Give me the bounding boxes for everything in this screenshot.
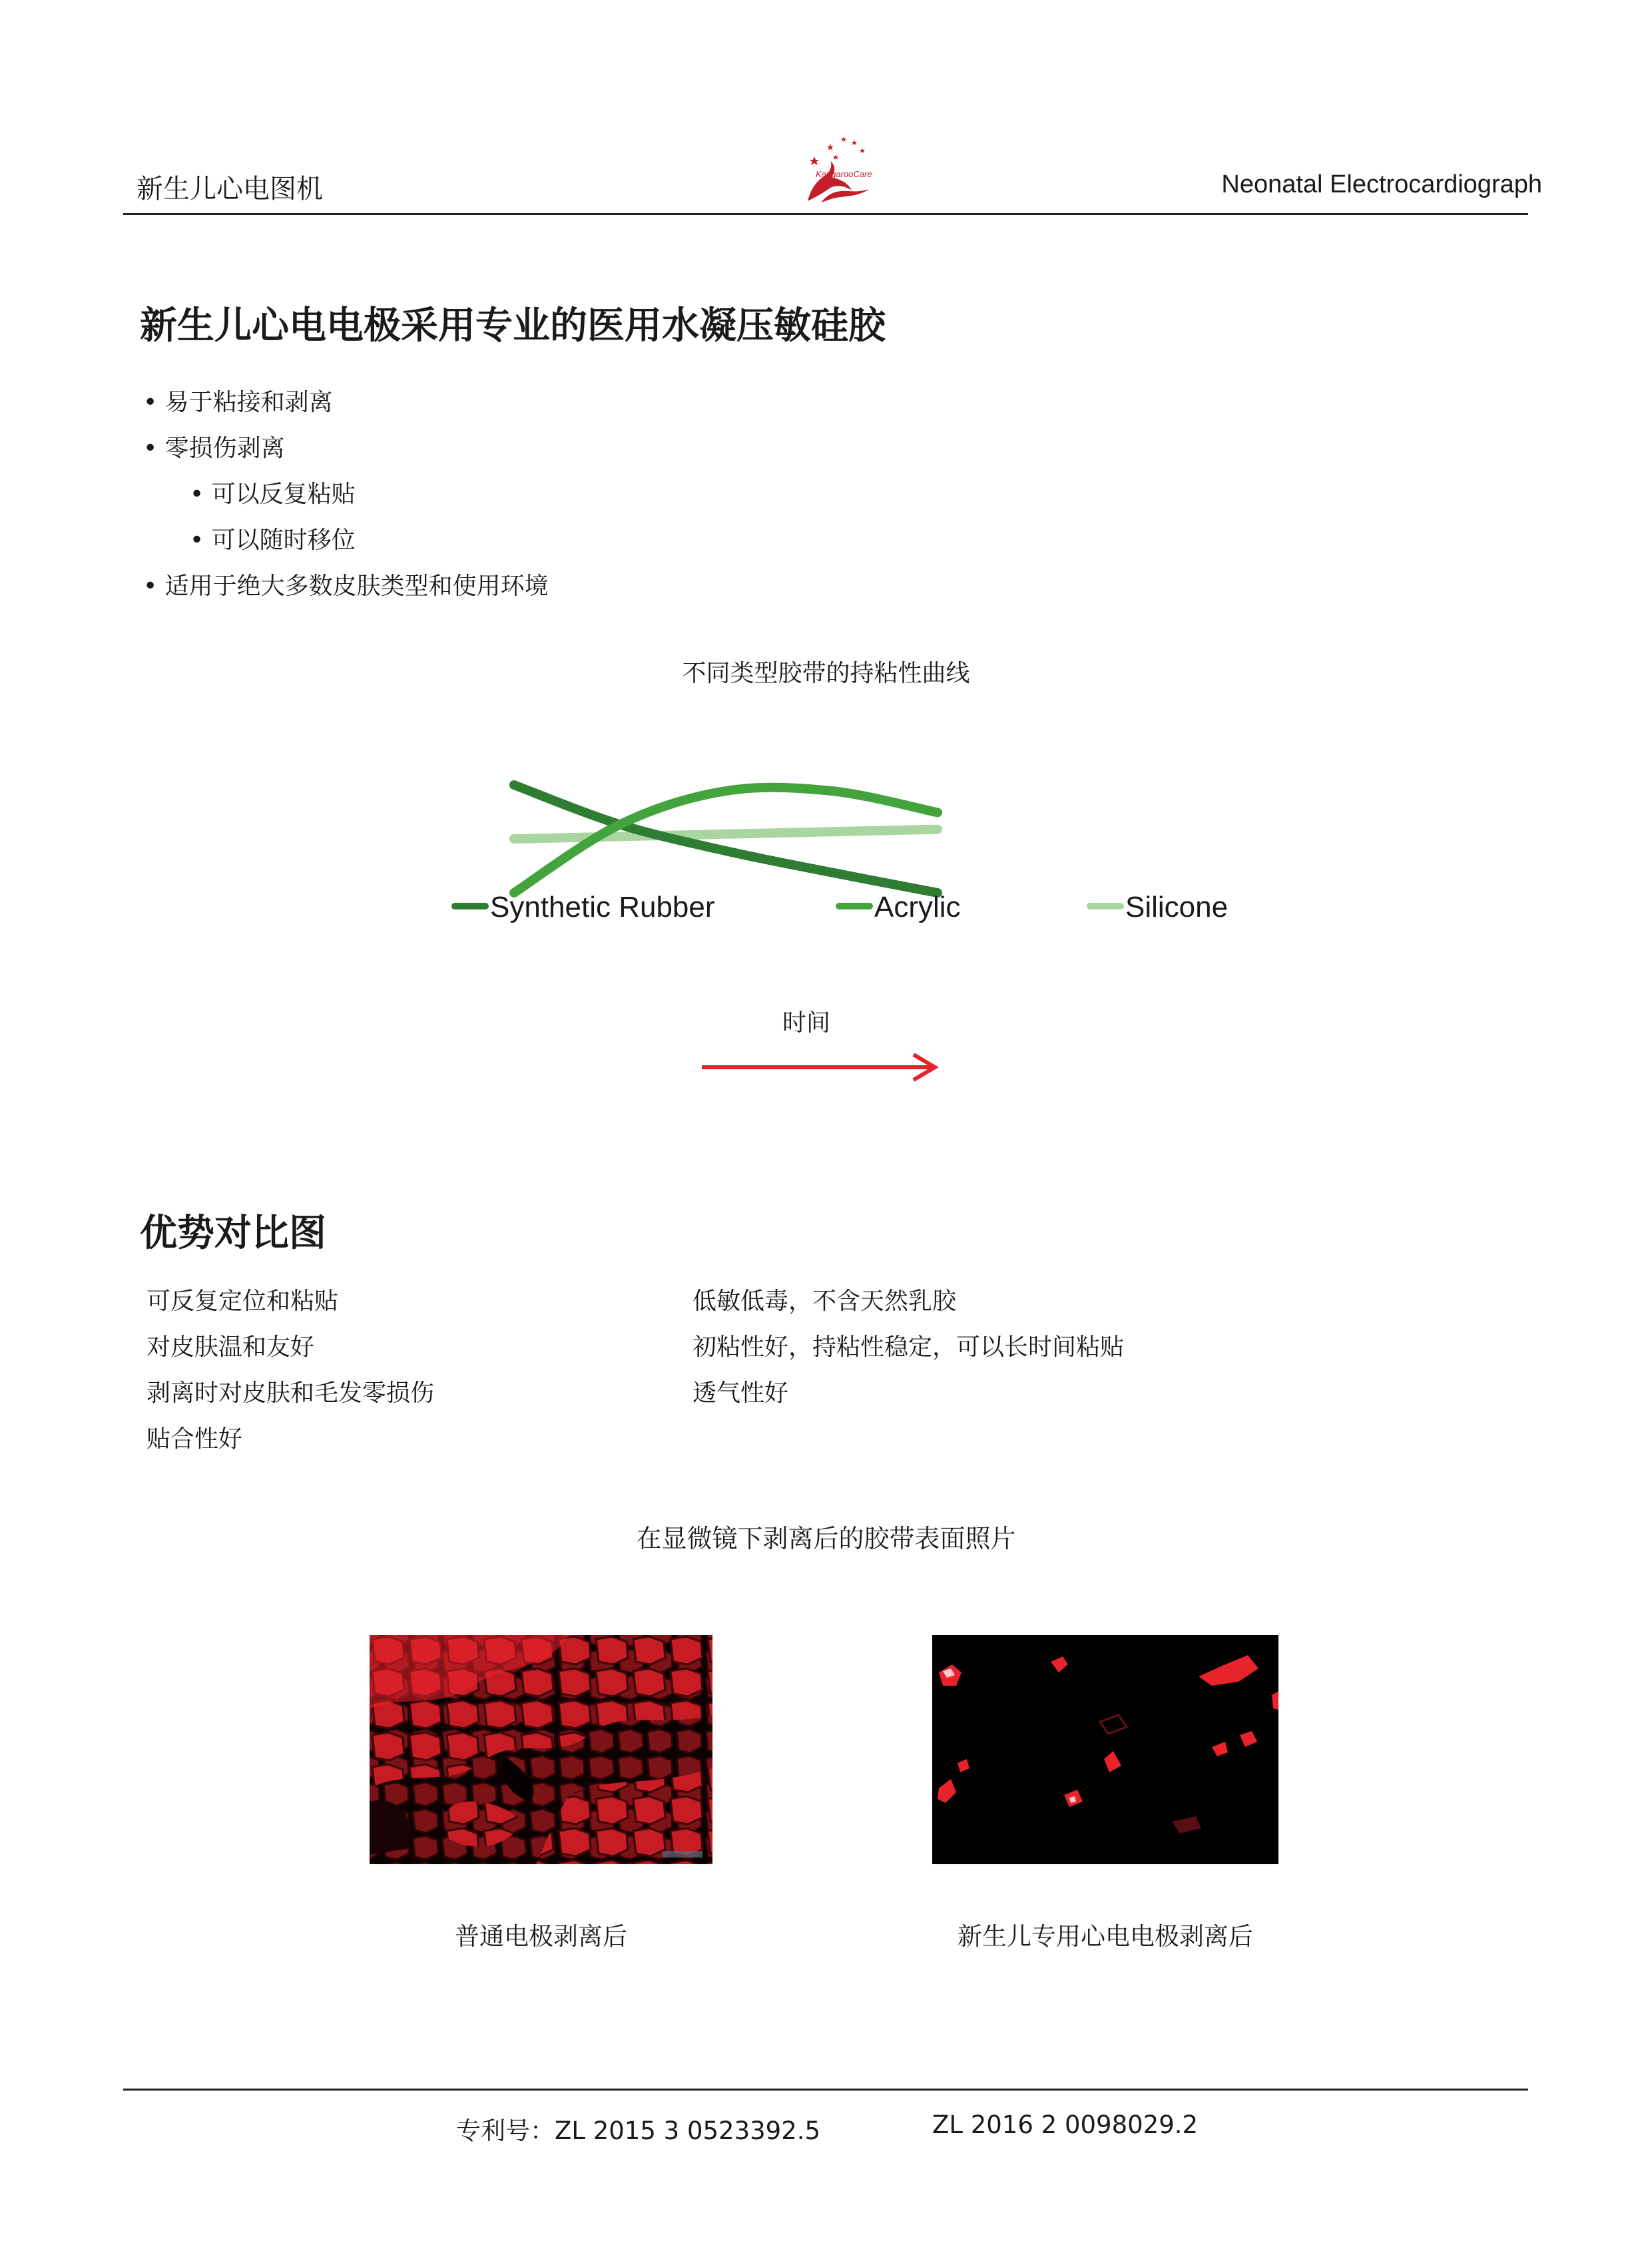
patent-label: 专利号： <box>456 2117 555 2145</box>
bullet-item: • 零损伤剥离 <box>143 435 285 462</box>
advantages-left-list <box>146 1278 434 1462</box>
advantage-item: 贴合性好 <box>146 1425 243 1453</box>
series-line-silicone <box>514 830 938 839</box>
sub-bullet-item: • 可以随时移位 <box>190 527 356 554</box>
photo-standard-electrode <box>370 1635 712 1864</box>
header-left-title: 新生儿心电图机 <box>137 174 323 204</box>
bullet-item: • 易于粘接和剥离 <box>143 389 333 416</box>
time-axis-label: 时间 <box>782 1009 831 1037</box>
bullet-item: • 适用于绝大多数皮肤类型和使用环境 <box>143 573 549 600</box>
logo-text: KangarooCare <box>816 169 872 179</box>
advantage-item: 初粘性好，持粘性稳定，可以长时间粘贴 <box>692 1334 1125 1361</box>
footer-divider <box>123 2089 1528 2091</box>
advantage-item: 可反复定位和粘贴 <box>146 1288 339 1315</box>
patent-number-1: ZL 2015 3 0523392.5 <box>555 2117 821 2145</box>
legend-swatch <box>1087 903 1124 909</box>
advantage-item: 对皮肤温和友好 <box>146 1334 315 1361</box>
legend-item-acrylic <box>836 891 961 924</box>
patent-number-2: ZL 2016 2 0098029.2 <box>932 2111 1199 2139</box>
advantage-item: 剥离时对皮肤和毛发零损伤 <box>146 1379 435 1407</box>
advantage-item: 透气性好 <box>692 1379 789 1407</box>
caption-standard-electrode: 普通电极剥离后 <box>455 1922 627 1951</box>
patent-label-and-number <box>456 2111 820 2146</box>
legend-item-synthetic-rubber <box>451 891 715 924</box>
adhesion-chart <box>506 766 946 912</box>
sub-bullet-item: • 可以反复粘贴 <box>190 481 356 508</box>
photo-section-title: 在显微镜下剥离后的胶带表面照片 <box>636 1524 1016 1553</box>
kangaroocare-logo <box>769 126 902 206</box>
feature-bullet-list <box>143 379 549 609</box>
legend-label: Synthetic Rubber <box>490 891 715 923</box>
advantage-item: 低敏低毒，不含天然乳胶 <box>692 1288 957 1315</box>
time-arrow-icon <box>699 1051 946 1084</box>
photo-neonatal-electrode <box>932 1635 1278 1864</box>
legend-item-silicone <box>1087 891 1228 924</box>
legend-label: Silicone <box>1125 891 1229 923</box>
legend-swatch <box>836 903 873 909</box>
caption-neonatal-electrode: 新生儿专用心电电极剥离后 <box>958 1922 1253 1951</box>
legend-swatch <box>451 903 489 909</box>
chart-title: 不同类型胶带的持粘性曲线 <box>682 660 970 687</box>
section2-title: 优势对比图 <box>140 1212 326 1255</box>
section1-title: 新生儿心电电极采用专业的医用水凝压敏硅胶 <box>140 304 886 348</box>
kangaroo-logo-icon <box>769 126 902 206</box>
header-divider <box>123 213 1528 215</box>
header-right-title: Neonatal Electrocardiograph <box>1221 170 1542 198</box>
legend-label: Acrylic <box>874 891 961 923</box>
advantages-right-list <box>692 1278 1124 1416</box>
